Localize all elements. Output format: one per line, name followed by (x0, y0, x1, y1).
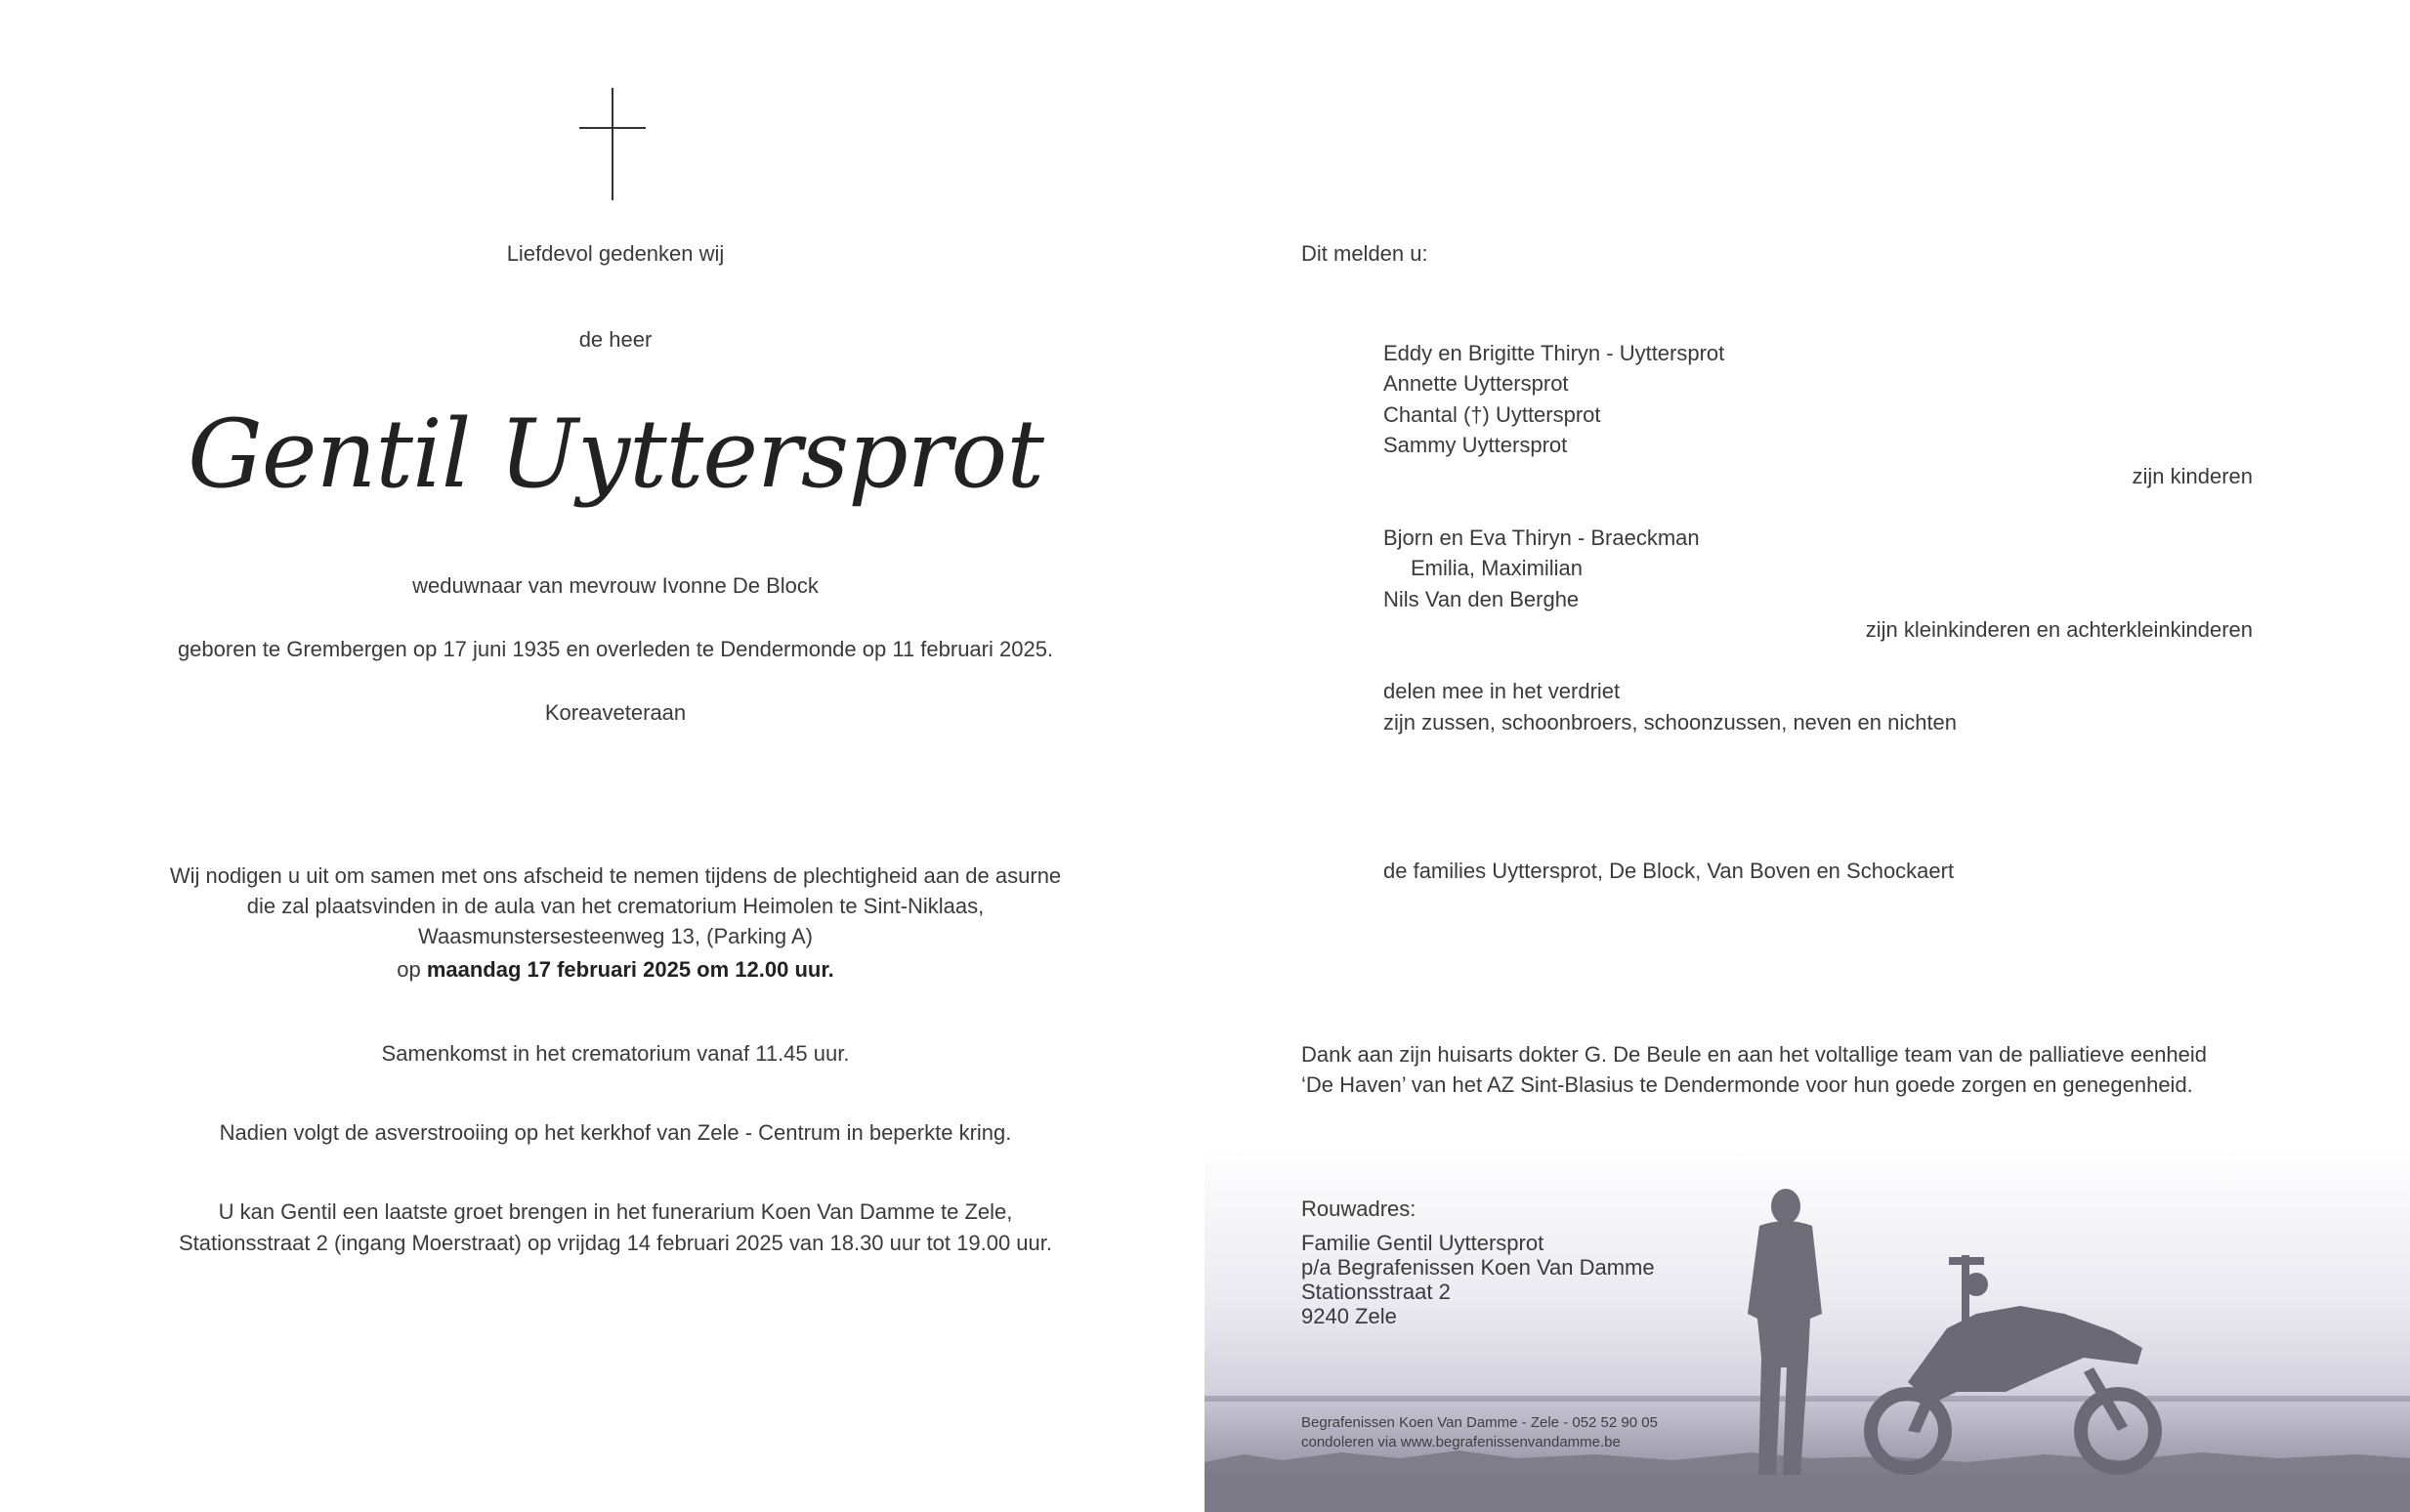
invite-date-line (98, 955, 1133, 985)
scattering-text: Nadien volgt de asverstrooiing op het kerkhof van Zele - Centrum in beperkte kring. (219, 1120, 1012, 1145)
child-1: Eddy en Brigitte Thiryn - Uyttersprot (1383, 341, 1725, 365)
address-line-1: Familie Gentil Uyttersprot (1301, 1231, 1544, 1255)
invite-line-2: die zal plaatsvinden in de aula van het crematorium Heimolen te Sint-Niklaas, (246, 894, 985, 918)
grandchild-2: Emilia, Maximilian (1411, 556, 1584, 580)
child-4: Sammy Uyttersprot (1383, 433, 1568, 457)
address-line-3: Stationsstraat 2 (1301, 1280, 1451, 1304)
child-3: Chantal (†) Uyttersprot (1383, 402, 1601, 427)
intro-text: Liefdevol gedenken wij (506, 241, 725, 266)
thanks-line-1: Dank aan zijn huisarts dokter G. De Beule en aan het voltallige team van de palliatieve eenheid (1301, 1042, 2208, 1067)
cross-icon-bar (579, 127, 646, 129)
invite-date: maandag 17 februari 2025 om 12.00 uur. (426, 957, 834, 982)
invite-line-3: Waasmunstersesteenweg 13, (Parking A) (418, 924, 813, 948)
grandchild-1: Bjorn en Eva Thiryn - Braeckman (1383, 525, 1700, 550)
visit-line-2: Stationsstraat 2 (ingang Moerstraat) op vrijdag 14 februari 2025 van 18.30 uur tot 19.00 uur. (179, 1231, 1052, 1255)
spouse-text: weduwnaar van mevrouw Ivonne De Block (412, 573, 819, 598)
born-died-text: geboren te Grembergen op 17 juni 1935 en overleden te Dendermonde op 11 februari 2025. (177, 637, 1054, 661)
address-label: Rouwadres: (1301, 1197, 1416, 1221)
families-text: de families Uyttersprot, De Block, Van Boven en Schockaert (1383, 859, 1955, 883)
child-2: Annette Uyttersprot (1383, 371, 1569, 396)
share-line-2: zijn zussen, schoonbroers, schoonzussen, neven en nichten (1383, 710, 1958, 735)
invite-line-1: Wij nodigen u uit om samen met ons afscheid te nemen tijdens de plechtigheid aan de asurne (169, 863, 1062, 888)
gathering-text: Samenkomst in het crematorium vanaf 11.45 uur. (381, 1041, 850, 1066)
title-text: de heer (578, 327, 653, 352)
visit-line-1: U kan Gentil een laatste groet brengen in het funerarium Koen Van Damme te Zele, (218, 1199, 1013, 1224)
deceased-name: Gentil Uyttersprot (188, 399, 1043, 509)
children-label: zijn kinderen (2132, 464, 2253, 488)
share-line-1: delen mee in het verdriet (1383, 679, 1621, 703)
right-intro: Dit melden u: (1301, 241, 1428, 266)
occupation-text: Koreaveteraan (544, 700, 687, 725)
address-line-4: 9240 Zele (1301, 1304, 1397, 1328)
grandchildren-label: zijn kleinkinderen en achterkleinkinderen (1865, 617, 2253, 642)
footer-line-2: condoleren via www.begrafenissenvandamme.be (1301, 1434, 1621, 1450)
cross-icon (612, 88, 613, 200)
thanks-line-2: ‘De Haven’ van het AZ Sint-Blasius te Dendermonde voor hun goede zorgen en genegenheid. (1301, 1072, 2193, 1097)
footer-line-1: Begrafenissen Koen Van Damme - Zele - 052 52 90 05 (1301, 1414, 1658, 1431)
grandchild-3: Nils Van den Berghe (1383, 587, 1580, 611)
address-line-2: p/a Begrafenissen Koen Van Damme (1301, 1255, 1655, 1280)
invite-date-prefix: op (397, 957, 421, 982)
